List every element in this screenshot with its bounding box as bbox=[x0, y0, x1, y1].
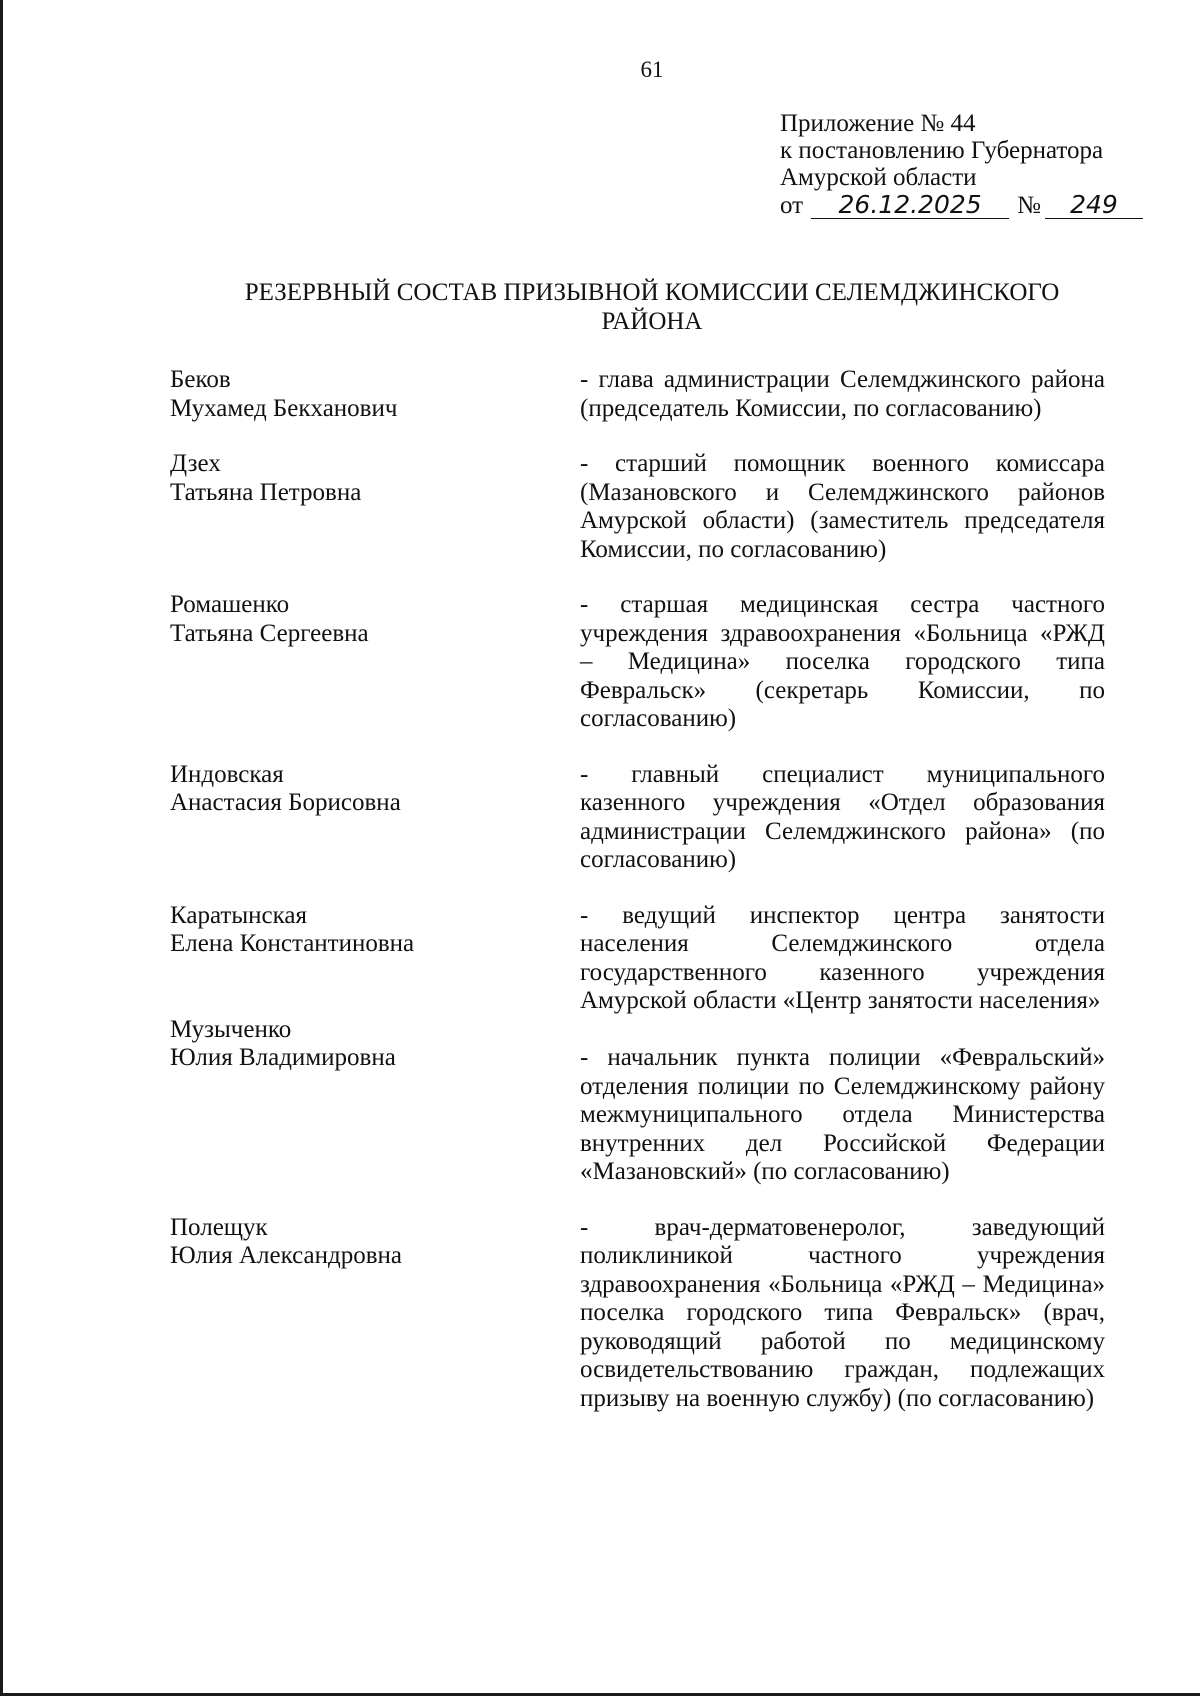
member-role: - врач-дерматовенеролог, заведующий поликлиникой частного учреждения здравоохранения «Больница «РЖД – Медицина» поселка городского типа Февральск» (врач, руководящий работой по медицинскому освидетельствованию граждан, подлежащих призыву на военную службу) (по согласованию) bbox=[580, 1213, 1105, 1412]
member-role: - ведущий инспектор центра занятости населения Селемджинского отдела государственного казенного учреждения Амурской области «Центр занятости населения» bbox=[580, 901, 1105, 1014]
member-name bbox=[170, 1214, 570, 1414]
from-label: от bbox=[780, 192, 804, 219]
member-given-name: Татьяна Сергеевна bbox=[170, 619, 369, 647]
number-label: № bbox=[1017, 192, 1041, 219]
member-given-name: Юлия Владимировна bbox=[170, 1044, 396, 1071]
appendix-line-2: к постановлению Губернатора bbox=[780, 137, 1104, 164]
appendix-header bbox=[780, 110, 1200, 219]
member-given-name: Юлия Александровна bbox=[170, 1242, 402, 1269]
member-name bbox=[170, 450, 570, 564]
member-role: - начальник пункта полиции «Февральский» отделения полиции по Селемджинскому району межмуниципального отдела Министерства внутренних дел Российской Федерации «Мазановский» (по согласованию) bbox=[580, 1044, 1105, 1185]
member-row bbox=[170, 902, 1105, 1016]
document-title: РЕЗЕРВНЫЙ СОСТАВ ПРИЗЫВНОЙ КОМИССИИ СЕЛЕМДЖИНСКОГО РАЙОНА bbox=[244, 279, 1060, 335]
member-row bbox=[170, 1214, 1105, 1414]
member-role: - старший помощник военного комиссара (Мазановского и Селемджинского районов Амурской области) (заместитель председателя Комиссии, по согласованию) bbox=[580, 450, 1105, 563]
member-given-name: Татьяна Петровна bbox=[170, 478, 362, 506]
member-name bbox=[170, 366, 570, 423]
member-name bbox=[170, 591, 570, 734]
member-role: - главный специалист муниципального казенного учреждения «Отдел образования администрации Селемджинского района» (по согласованию) bbox=[580, 760, 1105, 873]
member-given-name: Мухамед Бекханович bbox=[170, 394, 398, 422]
member-surname: Беков bbox=[170, 366, 231, 393]
member-row bbox=[170, 1016, 1105, 1187]
member-given-name: Елена Константиновна bbox=[170, 930, 415, 957]
member-row bbox=[170, 761, 1105, 875]
appendix-line-1: Приложение № 44 bbox=[780, 110, 976, 137]
member-given-name: Анастасия Борисовна bbox=[170, 789, 401, 816]
appendix-line-3: Амурской области bbox=[780, 164, 977, 191]
member-name bbox=[170, 1016, 570, 1187]
appendix-date-line bbox=[780, 191, 1200, 219]
members-list bbox=[170, 366, 1105, 1413]
scan-edge-left bbox=[0, 0, 3, 1696]
member-row bbox=[170, 591, 1105, 734]
handwritten-date: 26.12.2025 bbox=[811, 191, 1009, 219]
member-row bbox=[170, 450, 1105, 564]
member-surname: Ромашенко bbox=[170, 591, 290, 618]
page-number: 61 bbox=[640, 57, 664, 82]
member-name bbox=[170, 761, 570, 875]
member-role: - глава администрации Селемджинского района (председатель Комиссии, по согласованию) bbox=[580, 366, 1105, 422]
member-surname: Полещук bbox=[170, 1213, 268, 1241]
handwritten-number: 249 bbox=[1045, 191, 1143, 219]
member-row bbox=[170, 366, 1105, 423]
member-surname: Музыченко bbox=[170, 1015, 292, 1043]
member-surname: Индовская bbox=[170, 760, 284, 788]
member-surname: Каратынская bbox=[170, 901, 307, 929]
member-surname: Дзех bbox=[170, 450, 221, 477]
member-name bbox=[170, 902, 570, 1016]
member-role: - старшая медицинская сестра частного учреждения здравоохранения «Больница «РЖД – Медицина» поселка городского типа Февральск» (секретарь Комиссии, по согласованию) bbox=[580, 591, 1105, 732]
